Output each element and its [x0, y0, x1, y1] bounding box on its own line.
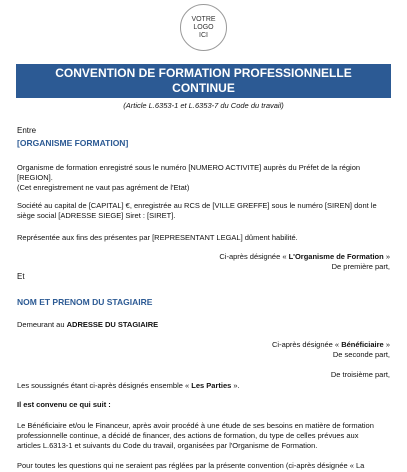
organisme-p2-line2: siège social [ADRESSE SIEGE] Siret : [SIRET]. [17, 211, 176, 220]
entre-label: Entre [17, 126, 37, 135]
logo-placeholder [180, 4, 227, 51]
organisme-p1-line2: [REGION]. [17, 173, 53, 182]
logo-line-2: LOGO [193, 23, 214, 31]
title-line-2: CONTINUE [172, 81, 235, 95]
body-line-4: Pour toutes les questions qui ne seraient pas réglées par la présente convention (ci-après désignée « La [17, 461, 365, 470]
convenu-heading: Il est convenu ce qui suit : [17, 400, 111, 409]
body-line-3: articles L.6313-1 et suivants du Code du travail, organisées par l'Organisme de Formation. [17, 441, 318, 450]
troisieme-part: De troisième part, [330, 370, 390, 379]
body-line-2: professionnelle continue, a décidé de financer, des actions de formation, du type de celles prévues aux [17, 431, 359, 440]
subtitle: (Article L.6353-1 et L.6353-7 du Code du travail) [123, 101, 284, 110]
logo-line-1: VOTRE [191, 15, 216, 23]
organisme-p2-line1: Société au capital de [CAPITAL] €, enregistrée au RCS de [VILLE GREFFE] sous le numéro [SIREN] dont le [17, 201, 377, 210]
seconde-part: De seconde part, [332, 350, 390, 359]
title-line-1: CONVENTION DE FORMATION PROFESSIONNELLE [55, 66, 352, 80]
stagiaire-address: Demeurant au ADRESSE DU STAGIAIRE [17, 320, 159, 329]
organisme-p1-line3: (Cet enregistrement ne vaut pas agrément de l'Etat) [17, 183, 190, 192]
body-line-1: Le Bénéficiaire et/ou le Financeur, après avoir procédé à une étude de ses besoins en matière de formation [17, 421, 374, 430]
stagiaire-designee: Ci-après désignée « Bénéficiaire » [271, 340, 390, 349]
organisme-representant: Représentée aux fins des présentes par [REPRESENTANT LEGAL] dûment habilité. [17, 233, 298, 242]
logo-line-3: ICI [199, 31, 208, 39]
title-banner [16, 64, 391, 98]
et-label: Et [17, 272, 25, 281]
premiere-part: De première part, [331, 262, 390, 271]
parties-designation: Les soussignés étant ci-après désignés ensemble « Les Parties ». [17, 381, 240, 390]
organisme-name: [ORGANISME FORMATION] [17, 138, 129, 148]
stagiaire-name: NOM ET PRENOM DU STAGIAIRE [17, 297, 153, 307]
organisme-designee: Ci-après désignée « L'Organisme de Formation » [219, 252, 390, 261]
organisme-p1-line1: Organisme de formation enregistré sous le numéro [NUMERO ACTIVITE] auprès du Préfet de la région [17, 163, 361, 172]
